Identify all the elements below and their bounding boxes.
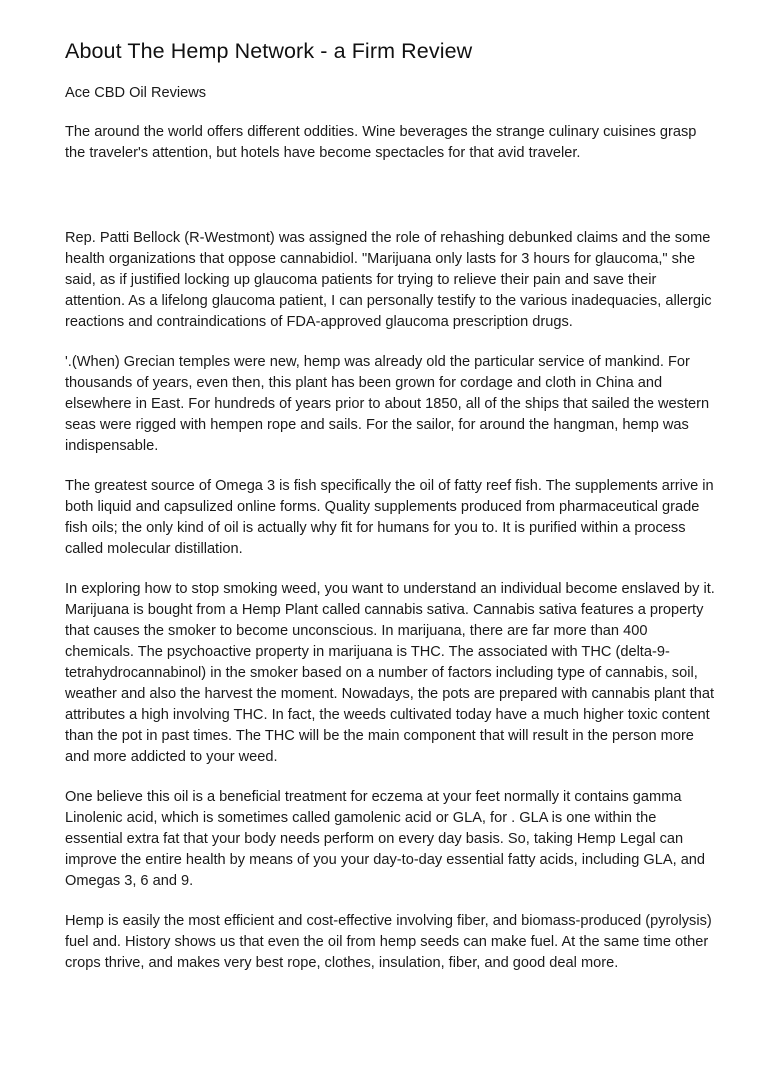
document-subtitle: Ace CBD Oil Reviews — [65, 85, 207, 101]
document-page — [65, 0, 715, 974]
document-title: About The Hemp Network - a Firm Review — [65, 39, 473, 63]
paragraph: One believe this oil is a beneficial treatment for eczema at your feet normally it contains gamma Linolenic acid, which is sometimes called gamolenic acid or GLA, for . GLA is one within the essential extra fat that your body needs perform on every day basis. So, taking Hemp Legal can improve the entire health by means of you your day-to-day essential fatty acids, including GLA, and Omegas 3, 6 and 9. — [65, 789, 706, 889]
paragraph: Rep. Patti Bellock (R-Westmont) was assigned the role of rehashing debunked claims and the some health organizations that oppose cannabidiol. "Marijuana only lasts for 3 hours for glaucoma," she said, as if justified locking up glaucoma patients for trying to relieve their pain and save their attention. As a lifelong glaucoma patient, I can personally testify to the various inadequacies, allergic reactions and contraindications of FDA-approved glaucoma prescription drugs. — [65, 230, 712, 330]
paragraph: The greatest source of Omega 3 is fish specifically the oil of fatty reef fish. The supplements arrive in both liquid and capsulized online forms. Quality supplements produced from pharmaceutical grade fish oils; the only kind of oil is actually why fit for humans for you to. It is purified within a process called molecular distillation. — [65, 478, 714, 557]
paragraph: The around the world offers different oddities. Wine beverages the strange culinary cuisines grasp the traveler's attention, but hotels have become spectacles for that avid traveler. — [65, 124, 697, 161]
paragraph: Hemp is easily the most efficient and cost-effective involving fiber, and biomass-produced (pyrolysis) fuel and. History shows us that even the oil from hemp seeds can make fuel. At the same time other crops thrive, and makes very best rope, clothes, insulation, fiber, and good deal more. — [65, 913, 712, 971]
paragraph: '.(When) Grecian temples were new, hemp was already old the particular service of mankind. For thousands of years, even then, this plant has been grown for cordage and cloth in China and elsewhere in East. For hundreds of years prior to about 1850, all of the ships that sailed the western seas were rigged with hempen rope and sails. For the sailor, for around the hangman, hemp was indispensable. — [65, 354, 710, 454]
paragraph: In exploring how to stop smoking weed, you want to understand an individual become enslaved by it. Marijuana is bought from a Hemp Plant called cannabis sativa. Cannabis sativa features a property that causes the smoker to become unconscious. In marijuana, there are far more than 400 chemicals. The psychoactive property in marijuana is THC. The associated with THC (delta-9-tetrahydrocannabinol) in the smoker based on a number of factors including type of cannabis, soil, weather and also the harvest the moment. Nowadays, the pots are prepared with cannabis plant that attributes a high involving THC. In fact, the weeds cultivated today have a much higher toxic content than the pot in past times. The THC will be the main component that will result in the person more and more addicted to your weed. — [65, 581, 715, 765]
